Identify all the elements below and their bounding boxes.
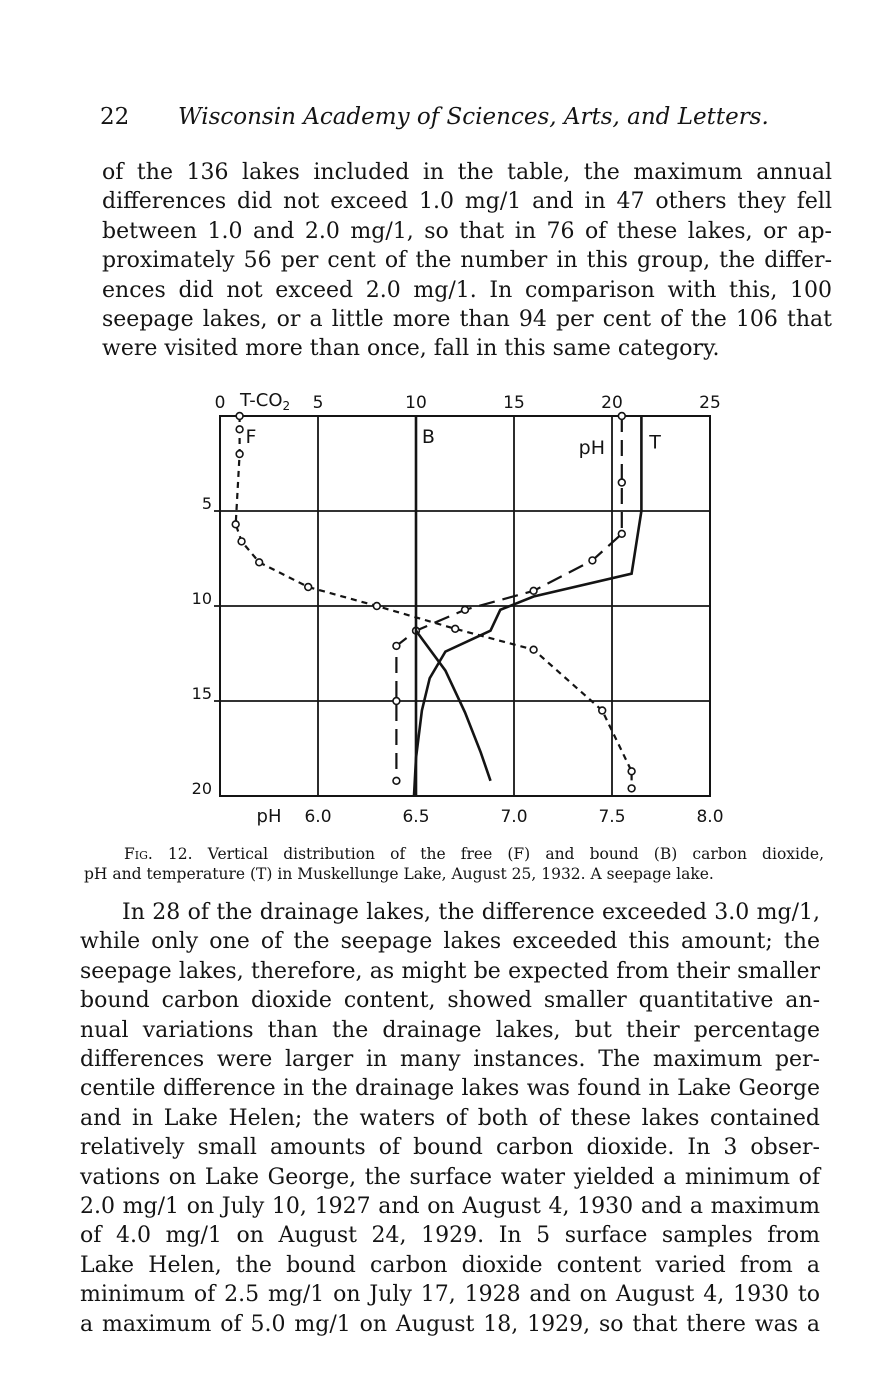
- data-point: [452, 625, 459, 632]
- running-title: Wisconsin Academy of Sciences, Arts, and Letters.: [178, 104, 769, 130]
- text-line: Lake Helen, the bound carbon dioxide content varied from a: [80, 1252, 820, 1278]
- paragraph-1: [102, 158, 832, 364]
- depth-tick-label: 10: [191, 589, 212, 608]
- label-ph: pH: [578, 437, 606, 460]
- depth-tick-label: 20: [191, 779, 212, 798]
- label-b: B: [421, 425, 435, 448]
- text-line: of 4.0 mg/1 on August 24, 1929. In 5 surface samples from: [80, 1223, 820, 1249]
- data-point: [618, 479, 625, 486]
- text-line: proximately 56 per cent of the number in this group, the differ-: [102, 248, 832, 274]
- label-t: T: [649, 431, 661, 454]
- text-line: and in Lake Helen; the waters of both of these lakes contained: [80, 1105, 820, 1131]
- caption-line-2: pH and temperature (T) in Muskellunge Lake, August 25, 1932. A seepage lake.: [84, 865, 714, 883]
- top-tick-label: 5: [312, 393, 324, 413]
- figure-caption: [84, 844, 824, 884]
- data-point: [305, 584, 312, 591]
- text-line: while only one of the seepage lakes exceeded this amount; the: [80, 929, 820, 955]
- chart-grid: [214, 416, 710, 796]
- series-line-ph: [396, 416, 621, 781]
- text-line: bound carbon dioxide content, showed smaller quantitative an-: [80, 988, 820, 1014]
- ph-tick-label: 8.0: [696, 807, 724, 827]
- top-tick-label: 25: [699, 393, 721, 413]
- top-tick-label: 15: [503, 393, 525, 413]
- page-number: 22: [100, 104, 130, 130]
- text-line: ences did not exceed 2.0 mg/1. In comparison with this, 100: [102, 277, 832, 303]
- text-line: between 1.0 and 2.0 mg/1, so that in 76 of these lakes, or ap-: [102, 218, 832, 244]
- text-line: differences did not exceed 1.0 mg/1 and in 47 others they fell: [102, 189, 832, 215]
- text-line: seepage lakes, therefore, as might be expected from their smaller: [80, 958, 820, 984]
- data-point: [462, 606, 469, 613]
- data-point: [618, 530, 625, 537]
- data-point: [628, 785, 635, 792]
- label-f: F: [245, 425, 257, 448]
- paragraph-2: [80, 898, 820, 1339]
- top-tick-label: 0: [214, 393, 226, 413]
- data-point: [589, 557, 596, 564]
- data-point: [618, 413, 625, 420]
- caption-text: Vertical distribution of the free (F) and bound (B) carbon dioxide,: [207, 845, 824, 863]
- series-line-f: [236, 416, 632, 788]
- depth-tick-label: 15: [191, 684, 212, 703]
- text-line: nual variations than the drainage lakes, but their percentage: [80, 1017, 820, 1043]
- series-line-unlabeled: [416, 631, 491, 781]
- chart-labels: [245, 426, 661, 459]
- data-point: [393, 777, 400, 784]
- data-point: [236, 451, 243, 458]
- caption-line-1: [84, 844, 824, 864]
- ph-tick-label: 7.5: [598, 807, 626, 827]
- data-point: [256, 559, 263, 566]
- top-axis-label: $T-CO_2$: [239, 390, 291, 413]
- data-point: [393, 643, 400, 650]
- ph-tick-label: 7.0: [500, 807, 528, 827]
- top-tick-label: 20: [601, 393, 623, 413]
- figure-12-chart: [180, 380, 740, 840]
- text-line: minimum of 2.5 mg/1 on July 17, 1928 and on August 4, 1930 to: [80, 1282, 820, 1308]
- bottom-axis-label: pH: [256, 806, 282, 827]
- text-line: centile difference in the drainage lakes was found in Lake George: [80, 1076, 820, 1102]
- text-line: relatively small amounts of bound carbon dioxide. In 3 obser-: [80, 1135, 820, 1161]
- data-point: [628, 768, 635, 775]
- data-point: [530, 587, 537, 594]
- data-point: [530, 646, 537, 653]
- data-point: [236, 413, 243, 420]
- ph-tick-label: 6.5: [402, 807, 430, 827]
- text-line: seepage lakes, or a little more than 94 per cent of the 106 that: [102, 307, 832, 333]
- data-point: [236, 426, 243, 433]
- page-header: [100, 100, 800, 136]
- text-line: were visited more than once, fall in this same category.: [102, 336, 720, 362]
- chart-series: [232, 413, 641, 796]
- top-tick-label: 10: [405, 393, 427, 413]
- data-point: [373, 603, 380, 610]
- data-point: [238, 538, 245, 545]
- text-line: In 28 of the drainage lakes, the difference exceeded 3.0 mg/1,: [122, 900, 820, 925]
- text-line: 2.0 mg/1 on July 10, 1927 and on August 4, 1930 and a maximum: [80, 1194, 820, 1220]
- data-point: [393, 698, 400, 705]
- ph-tick-label: 6.0: [304, 807, 332, 827]
- data-point: [599, 707, 606, 714]
- text-line: of the 136 lakes included in the table, the maximum annual: [102, 160, 832, 185]
- chart-ticks: [192, 390, 724, 827]
- depth-tick-label: 5: [201, 494, 212, 513]
- text-line: vations on Lake George, the surface water yielded a minimum of: [80, 1164, 820, 1190]
- caption-label: Fig. 12.: [124, 845, 193, 863]
- text-line: a maximum of 5.0 mg/1 on August 18, 1929, so that there was a: [80, 1311, 820, 1337]
- text-line: differences were larger in many instances. The maximum per-: [80, 1047, 820, 1073]
- data-point: [232, 521, 239, 528]
